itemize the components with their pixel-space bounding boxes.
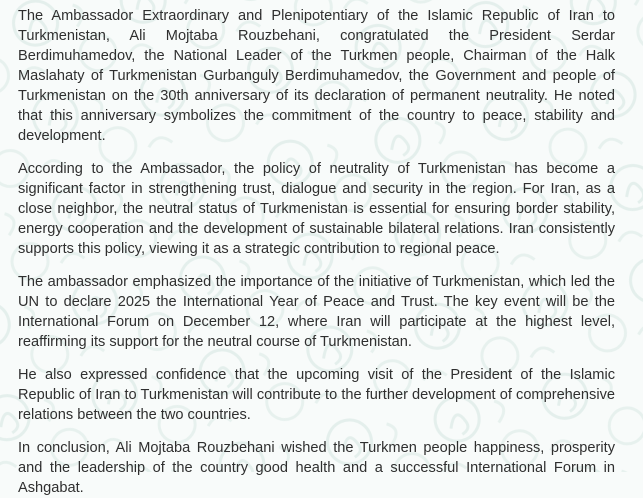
article-paragraph-2: According to the Ambassador, the policy of neutrality of Turkmenistan has become a significant factor in strengthening trust, dialogue and security in the region. For Iran, as a close neighbor, the neutral status of Turkmenistan is essential for ensuring border stability, energy cooperation and the development of sustainable bilateral relations. Iran consistently supports this policy, viewing it as a strategic contribution to regional peace. [18, 161, 615, 257]
article-paragraph-1: The Ambassador Extraordinary and Plenipotentiary of the Islamic Republic of Iran to Turkmenistan, Ali Mojtaba Rouzbehani, congratulated the President Serdar Berdimuhamedov, the National Leader of the Turkmen people, Chairman of the Halk Maslahaty of Turkmenistan Gurbanguly Berdimuhamedov, the Government and people of Turkmenistan on the 30th anniversary of its declaration of permanent neutrality. He noted that this anniversary symbolizes the commitment of the country to peace, stability and development. [18, 8, 615, 144]
article-paragraph-5: In conclusion, Ali Mojtaba Rouzbehani wished the Turkmen people happiness, prosperity and the leadership of the country good health and a successful International Forum in Ashgabat. [18, 440, 615, 496]
article-paragraph-4: He also expressed confidence that the upcoming visit of the President of the Islamic Republic of Iran to Turkmenistan will contribute to the further development of comprehensive relations between the two countries. [18, 367, 615, 423]
article-paragraph-3: The ambassador emphasized the importance of the initiative of Turkmenistan, which led the UN to declare 2025 the International Year of Peace and Trust. The key event will be the International Forum on December 12, where Iran will participate at the highest level, reaffirming its support for the neutral course of Turkmenistan. [18, 274, 615, 350]
